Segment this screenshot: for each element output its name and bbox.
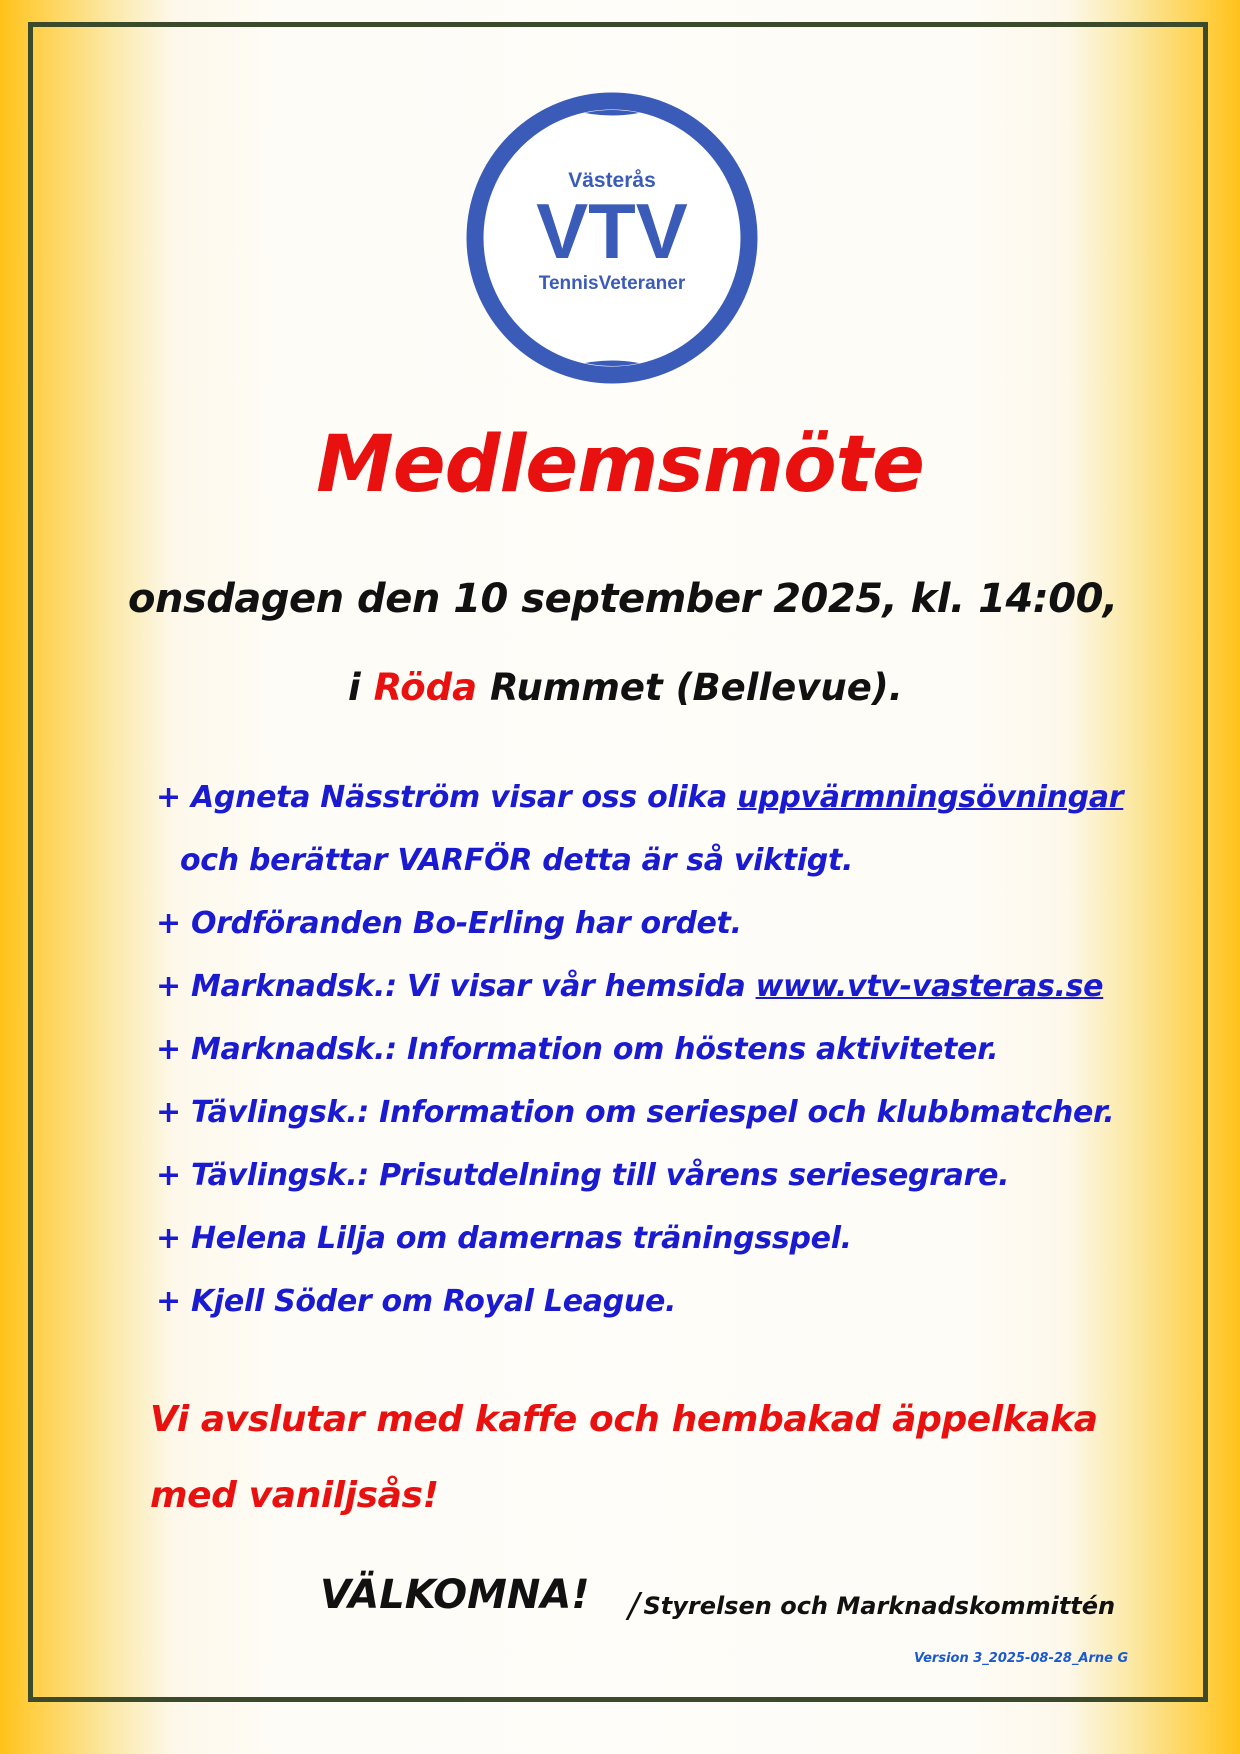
meeting-place (348, 666, 903, 709)
agenda-item: + Helena Lilja om damernas träningsspel. (156, 1221, 852, 1256)
agenda-list (156, 776, 1123, 1343)
agenda-item: + Ordföranden Bo-Erling har ordet. (156, 906, 742, 941)
page-title: Medlemsmöte (316, 420, 924, 510)
place-suffix: Rummet (Bellevue). (477, 666, 903, 709)
warmup-link[interactable]: uppvärmningsövningar (737, 780, 1124, 815)
agenda-item-continuation: och berättar VARFÖR detta är så viktigt. (180, 843, 854, 878)
closing-line-1: Vi avslutar med kaffe och hembakad äppelkaka (150, 1399, 1098, 1440)
agenda-item: + Marknadsk.: Information om höstens aktiviteter. (156, 1032, 999, 1067)
closing-message (150, 1382, 1098, 1534)
logo-bottom-text: TennisVeteraner (538, 273, 686, 294)
sender-signature (628, 1586, 1115, 1626)
agenda-item (156, 965, 1123, 1028)
agenda-item-text: + Marknadsk.: Vi visar vår hemsida (156, 969, 756, 1004)
agenda-item: + Tävlingsk.: Information om seriespel och klubbmatcher. (156, 1095, 1115, 1130)
vtv-logo (462, 88, 762, 388)
agenda-item: + Tävlingsk.: Prisutdelning till vårens seriesegrare. (156, 1158, 1010, 1193)
sender-text: Styrelsen och Marknadskommittén (643, 1592, 1116, 1620)
place-highlight: Röda (373, 666, 478, 709)
sender-slash: / (628, 1586, 640, 1626)
closing-line-2: med vaniljsås! (150, 1475, 439, 1516)
agenda-item: + Kjell Söder om Royal League. (156, 1284, 677, 1319)
agenda-item-text: + Agneta Näsström visar oss olika (156, 780, 738, 815)
place-prefix: i (348, 666, 374, 709)
welcome-text: VÄLKOMNA! (320, 1572, 590, 1618)
logo-top-text: Västerås (568, 169, 656, 192)
meeting-date: onsdagen den 10 september 2025, kl. 14:00, (128, 576, 1118, 622)
website-link[interactable]: www.vtv-vasteras.se (755, 969, 1104, 1004)
logo-main-text: VTV (536, 187, 688, 275)
agenda-item (156, 776, 1123, 839)
version-note: Version 3_2025-08-28_Arne G (914, 1651, 1129, 1666)
